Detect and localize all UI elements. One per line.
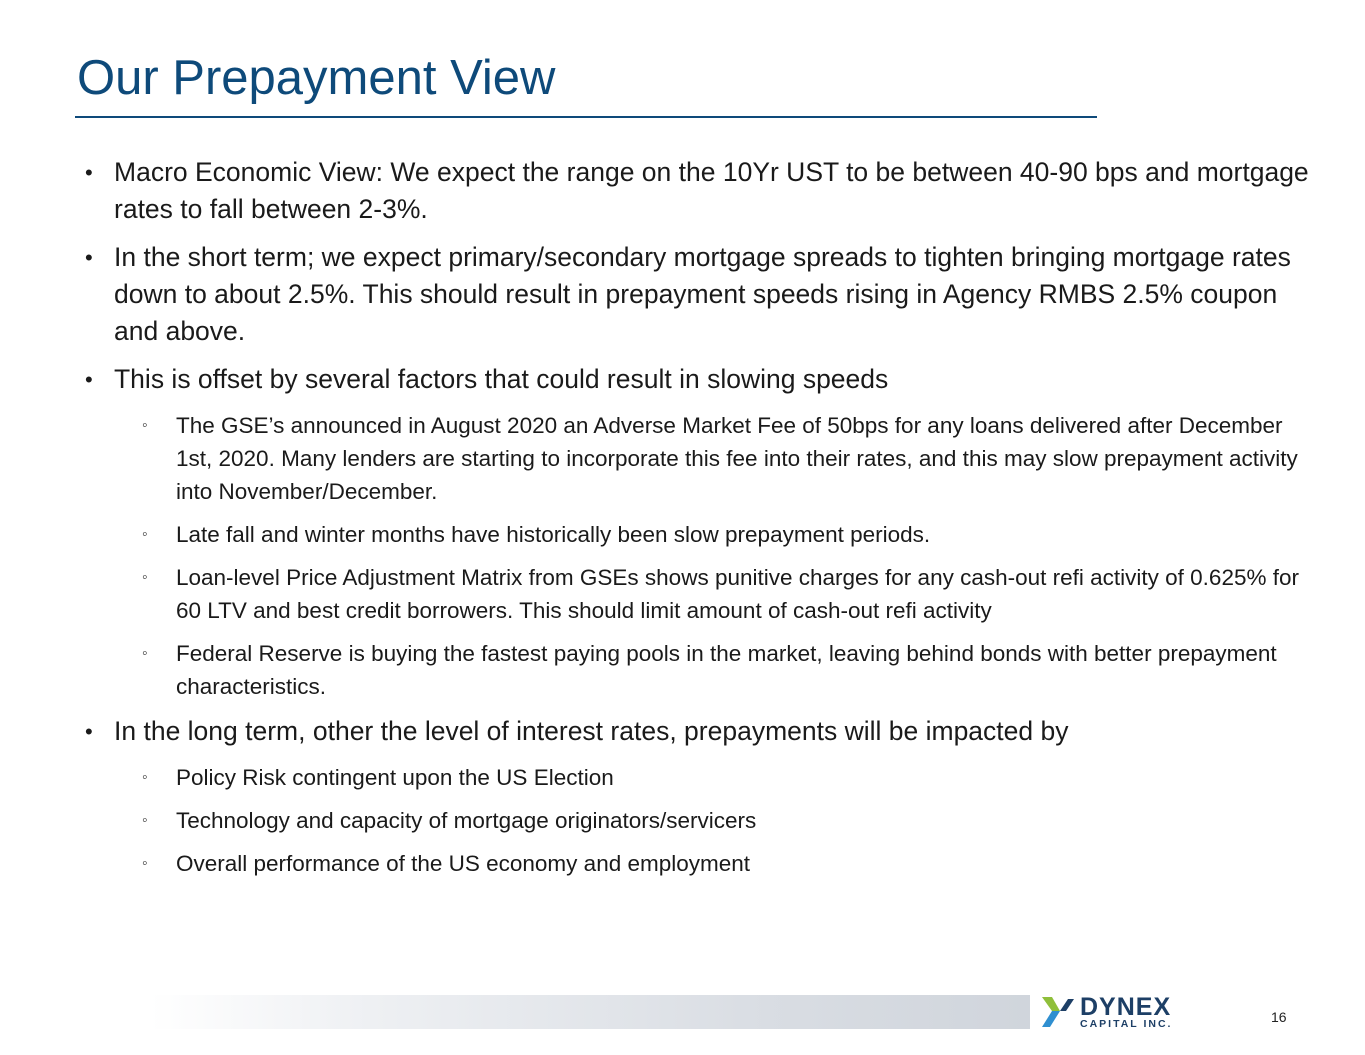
bullet-item	[82, 713, 1322, 750]
dynex-logo	[1040, 993, 1180, 1033]
sub-bullet-item	[82, 561, 1322, 627]
sub-bullet-item	[82, 847, 1322, 880]
dynex-x-logo-icon	[1040, 995, 1074, 1029]
sub-bullet-circle-icon: ◦	[142, 417, 148, 434]
sub-bullet-text: Late fall and winter months have historically been slow prepayment periods.	[176, 522, 931, 547]
logo-name: DYNEX	[1080, 993, 1172, 1021]
sub-bullet-item	[82, 804, 1322, 837]
footer-gradient-band	[150, 995, 1030, 1029]
page-number: 16	[1271, 1009, 1287, 1025]
slide-title: Our Prepayment View	[77, 51, 556, 105]
bullet-item	[82, 239, 1322, 350]
sub-bullet-text: Loan-level Price Adjustment Matrix from GSEs shows punitive charges for any cash-out refi activity of 0.625% for 60 LTV and best credit borrowers. This should limit amount of cash-out refi activity	[176, 565, 1299, 623]
sub-bullet-circle-icon: ◦	[142, 769, 148, 786]
bullet-text: This is offset by several factors that could result in slowing speeds	[114, 364, 889, 394]
bullet-dot-icon: •	[85, 719, 93, 744]
sub-bullet-circle-icon: ◦	[142, 526, 148, 543]
sub-bullet-circle-icon: ◦	[142, 645, 148, 662]
sub-bullet-circle-icon: ◦	[142, 569, 148, 586]
bullet-item	[82, 361, 1322, 398]
sub-bullet-item	[82, 409, 1322, 508]
sub-bullet-item	[82, 761, 1322, 794]
sub-bullet-item	[82, 637, 1322, 703]
sub-bullet-text: Policy Risk contingent upon the US Election	[176, 765, 614, 790]
sub-bullet-text: Federal Reserve is buying the fastest paying pools in the market, leaving behind bonds with better prepayment characteristics.	[176, 641, 1277, 699]
bullet-text: Macro Economic View: We expect the range on the 10Yr UST to be between 40-90 bps and mortgage rates to fall between 2-3%.	[114, 157, 1309, 224]
bullet-dot-icon: •	[85, 367, 93, 392]
logo-subtitle: CAPITAL INC.	[1080, 1018, 1173, 1030]
sub-bullet-text: Overall performance of the US economy and employment	[176, 851, 751, 876]
sub-bullet-text: The GSE’s announced in August 2020 an Adverse Market Fee of 50bps for any loans delivered after December 1st, 2020. Many lenders are starting to incorporate this fee into their rates, and this may slow prepayment activity into November/December.	[176, 413, 1298, 504]
bullet-list	[82, 154, 1322, 890]
bullet-item	[82, 154, 1322, 228]
sub-bullet-text: Technology and capacity of mortgage originators/servicers	[176, 808, 757, 833]
title-underline	[75, 116, 1097, 118]
bullet-text: In the long term, other the level of interest rates, prepayments will be impacted by	[114, 716, 1069, 746]
bullet-dot-icon: •	[85, 245, 93, 270]
sub-bullet-item	[82, 518, 1322, 551]
bullet-text: In the short term; we expect primary/secondary mortgage spreads to tighten bringing mortgage rates down to about 2.5%. This should result in prepayment speeds rising in Agency RMBS 2.5% coupon and above.	[114, 242, 1291, 346]
sub-bullet-circle-icon: ◦	[142, 855, 148, 872]
bullet-dot-icon: •	[85, 160, 93, 185]
sub-bullet-circle-icon: ◦	[142, 812, 148, 829]
